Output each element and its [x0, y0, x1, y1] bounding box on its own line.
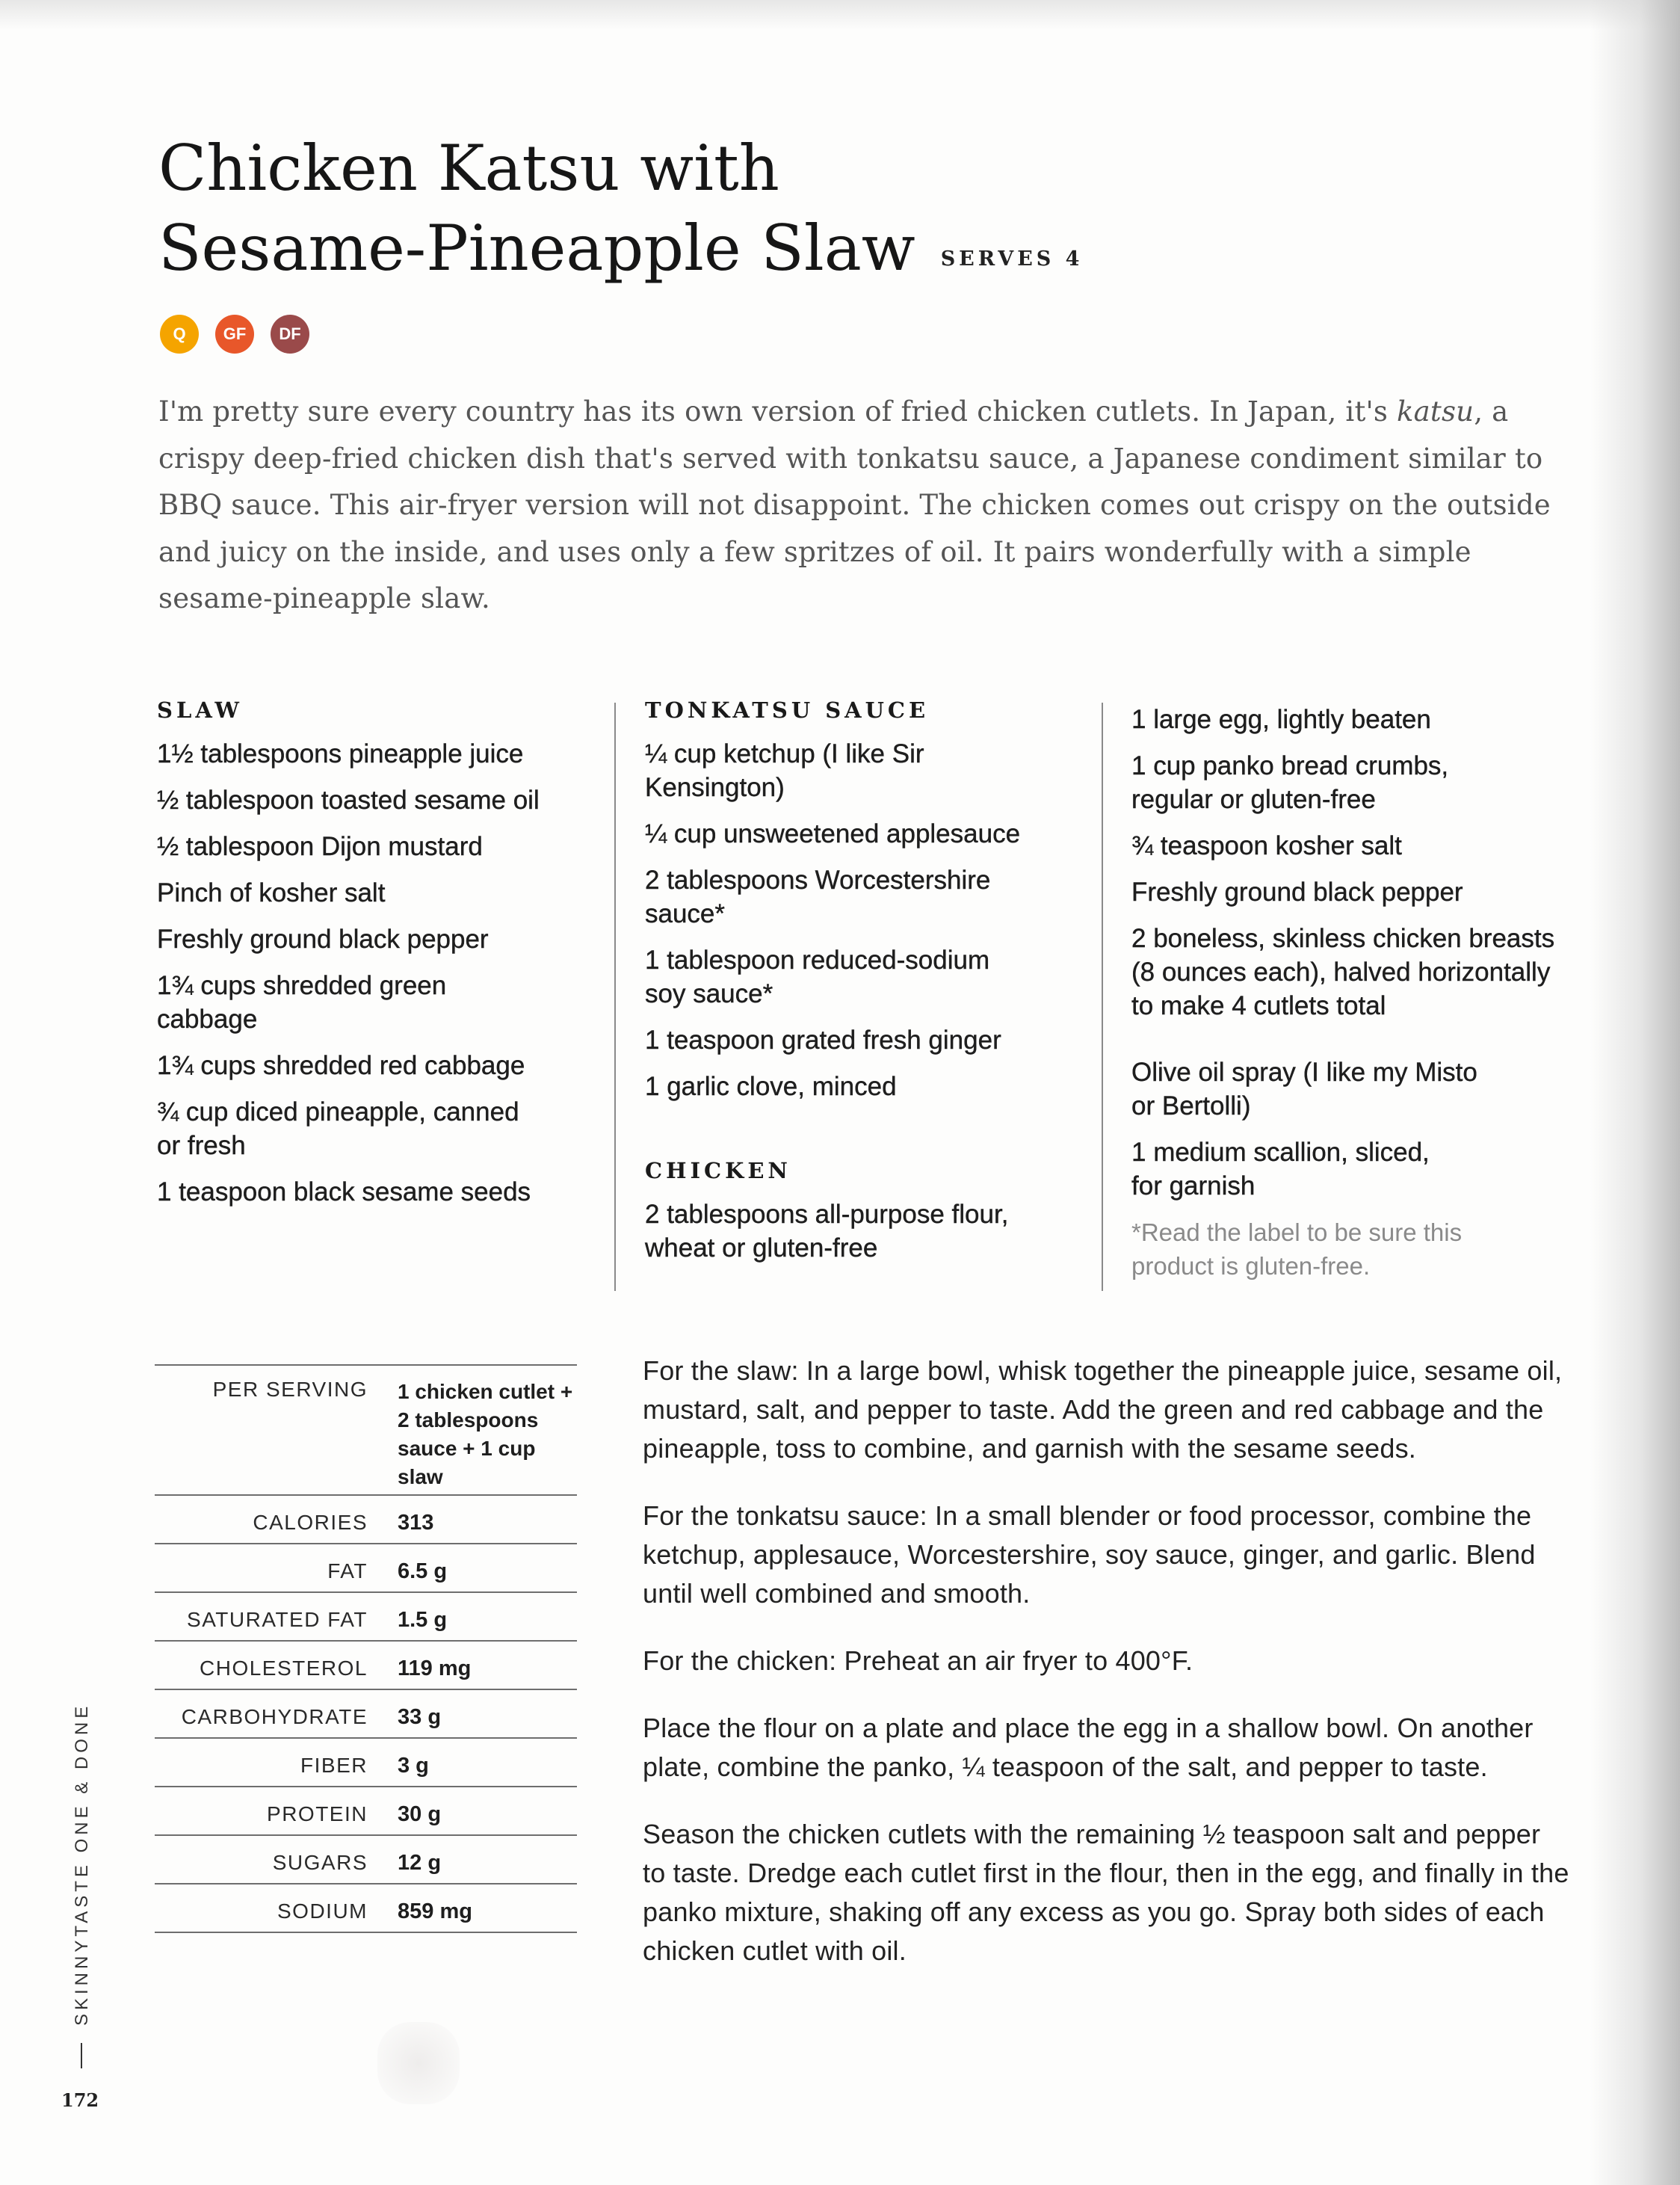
page-number: 172 — [61, 2089, 99, 2111]
direction-step: For the slaw: In a large bowl, whisk together the pineapple juice, sesame oil, mustard, salt, and pepper to taste. Add the green and red cabbage and the pineapple, toss to combine, and garnish with the sesame seeds. — [643, 1355, 1563, 1464]
nutrition-row — [155, 1641, 577, 1689]
nutrition-value: 12 g — [398, 1835, 577, 1884]
title-line-1: Chicken Katsu with — [158, 132, 779, 205]
section-heading-slaw: SLAW — [157, 697, 243, 723]
direction-step: Season the chicken cutlets with the remaining ½ teaspoon salt and pepper to taste. Dredge each cutlet first in the flour, then in the egg, and finally in the panko mixture, shaking off any excess as you go. Spray both sides of each chicken cutlet with oil. — [643, 1819, 1569, 1966]
nutrition-value: 6.5 g — [398, 1544, 577, 1592]
ingredient-item: 1 teaspoon black sesame seeds — [157, 1177, 531, 1206]
ingredient-item: ½ tablespoon Dijon mustard — [157, 832, 483, 861]
chicken-ingredient-list-part1 — [645, 1198, 1093, 1265]
ingredient-item: 1 garlic clove, minced — [645, 1072, 897, 1101]
recipe-intro — [158, 389, 1563, 623]
intro-italic: katsu — [1397, 395, 1474, 428]
ingredient-item: Freshly ground black pepper — [1131, 878, 1463, 907]
nutrition-label: FIBER — [155, 1738, 398, 1787]
diet-badges — [160, 315, 309, 354]
ingredient-item: ¼ cup ketchup (I like Sir Kensington) — [645, 739, 924, 802]
ingredient-item: ¾ teaspoon kosher salt — [1131, 831, 1402, 860]
nutrition-value: 313 — [398, 1495, 577, 1544]
nutrition-row — [155, 1495, 577, 1544]
recipe-directions — [643, 1352, 1569, 1999]
nutrition-label: CALORIES — [155, 1495, 398, 1544]
column-divider — [1102, 703, 1103, 1291]
ingredient-item: 1 cup panko bread crumbs, regular or gluten-free — [1131, 751, 1449, 814]
quick-badge-icon: Q — [160, 315, 199, 354]
nutrition-value: 33 g — [398, 1689, 577, 1738]
section-heading-chicken: CHICKEN — [645, 1158, 791, 1183]
title-line-2-text: Sesame-Pineapple Slaw — [158, 212, 915, 285]
direction-step: For the tonkatsu sauce: In a small blender or food processor, combine the ketchup, applesauce, Worcestershire, soy sauce, ginger, and garlic. Blend until well combined and smooth. — [643, 1500, 1536, 1609]
ingredient-item: 1½ tablespoons pineapple juice — [157, 739, 524, 768]
ingredients-column-slaw — [157, 694, 605, 1221]
nutrition-row — [155, 1884, 577, 1932]
nutrition-value: 1.5 g — [398, 1592, 577, 1641]
nutrition-row — [155, 1544, 577, 1592]
nutrition-label: CARBOHYDRATE — [155, 1689, 398, 1738]
gluten-free-footnote: *Read the label to be sure this product is gluten-free. — [1131, 1218, 1463, 1280]
intro-text-1: I'm pretty sure every country has its own version of fried chicken cutlets. In Japan, it's — [158, 395, 1398, 428]
nutrition-row — [155, 1365, 577, 1495]
intro-text-2: , a crispy deep-fried chicken dish that's served with tonkatsu sauce, a Japanese condiment similar to BBQ sauce. This air-fryer version will not disappoint. The chicken comes out crispy on the outside and juicy on the inside, and uses only a few spritzes of oil. It pairs wonderfully with a simple sesame-pineapple slaw. — [158, 395, 1551, 614]
ingredients-column-sauce-chicken — [645, 694, 1093, 1278]
slaw-ingredient-list — [157, 737, 605, 1209]
ingredient-item: 2 boneless, skinless chicken breasts (8 ounces each), halved horizontally to make 4 cutlets total — [1131, 924, 1555, 1020]
ingredient-item: 1¾ cups shredded green cabbage — [157, 971, 447, 1034]
sauce-ingredient-list — [645, 737, 1093, 1103]
ingredient-item: 1 teaspoon grated fresh ginger — [645, 1026, 1001, 1055]
ingredient-item: 1 medium scallion, sliced, for garnish — [1131, 1138, 1430, 1201]
ingredient-item: 2 tablespoons Worcestershire sauce* — [645, 866, 991, 928]
ingredient-item: ¼ cup unsweetened applesauce — [645, 819, 1021, 848]
ingredient-item: 2 tablespoons all-purpose flour, wheat or gluten-free — [645, 1200, 1009, 1263]
nutrition-table — [155, 1364, 577, 1933]
nutrition-label: PROTEIN — [155, 1787, 398, 1835]
nutrition-label: FAT — [155, 1544, 398, 1592]
running-head-rule — [81, 2043, 82, 2068]
nutrition-label: SODIUM — [155, 1884, 398, 1932]
title-line-2 — [158, 209, 1083, 299]
nutrition-row — [155, 1689, 577, 1738]
serves-label: SERVES 4 — [940, 247, 1084, 271]
gluten-free-badge-icon: GF — [215, 315, 254, 354]
nutrition-row — [155, 1592, 577, 1641]
dairy-free-badge-icon: DF — [271, 315, 309, 354]
ingredient-item: 1 tablespoon reduced-sodium soy sauce* — [645, 946, 990, 1008]
column-divider — [614, 703, 616, 1291]
chicken-ingredient-list-part2 — [1131, 703, 1580, 1203]
ingredients-column-chicken-cont — [1131, 703, 1580, 1283]
running-head: SKINNYTASTE ONE & DONE — [72, 1702, 92, 2026]
ingredient-item: Olive oil spray (I like my Misto or Bertolli) — [1131, 1058, 1477, 1121]
nutrition-label: PER SERVING — [155, 1365, 398, 1495]
ingredient-item: ½ tablespoon toasted sesame oil — [157, 786, 540, 815]
page-top-shadow — [0, 0, 1680, 30]
ingredient-item: Freshly ground black pepper — [157, 925, 489, 954]
ingredient-item: 1 large egg, lightly beaten — [1131, 705, 1431, 734]
nutrition-row — [155, 1787, 577, 1835]
direction-step: For the chicken: Preheat an air fryer to 400°F. — [643, 1645, 1193, 1676]
ingredient-item: 1¾ cups shredded red cabbage — [157, 1051, 525, 1080]
nutrition-value: 119 mg — [398, 1641, 577, 1689]
section-heading-tonkatsu-sauce: TONKATSU SAUCE — [645, 697, 930, 723]
direction-step: Place the flour on a plate and place the egg in a shallow bowl. On another plate, combine the panko, ¼ teaspoon of the salt, and pepper to taste. — [643, 1713, 1534, 1782]
nutrition-value: 859 mg — [398, 1884, 577, 1932]
ingredient-item: ¾ cup diced pineapple, canned or fresh — [157, 1097, 519, 1160]
nutrition-label: SUGARS — [155, 1835, 398, 1884]
nutrition-value: 1 chicken cutlet + 2 tablespoons sauce + 1 cup slaw — [398, 1365, 577, 1495]
ingredient-item: Pinch of kosher salt — [157, 878, 386, 907]
nutrition-row — [155, 1835, 577, 1884]
nutrition-value: 3 g — [398, 1738, 577, 1787]
nutrition-label: SATURATED FAT — [155, 1592, 398, 1641]
paper-smudge — [377, 2022, 460, 2104]
nutrition-label: CHOLESTEROL — [155, 1641, 398, 1689]
page-gutter-shadow — [1590, 0, 1680, 2185]
recipe-title — [158, 129, 1083, 299]
nutrition-value: 30 g — [398, 1787, 577, 1835]
nutrition-row — [155, 1738, 577, 1787]
